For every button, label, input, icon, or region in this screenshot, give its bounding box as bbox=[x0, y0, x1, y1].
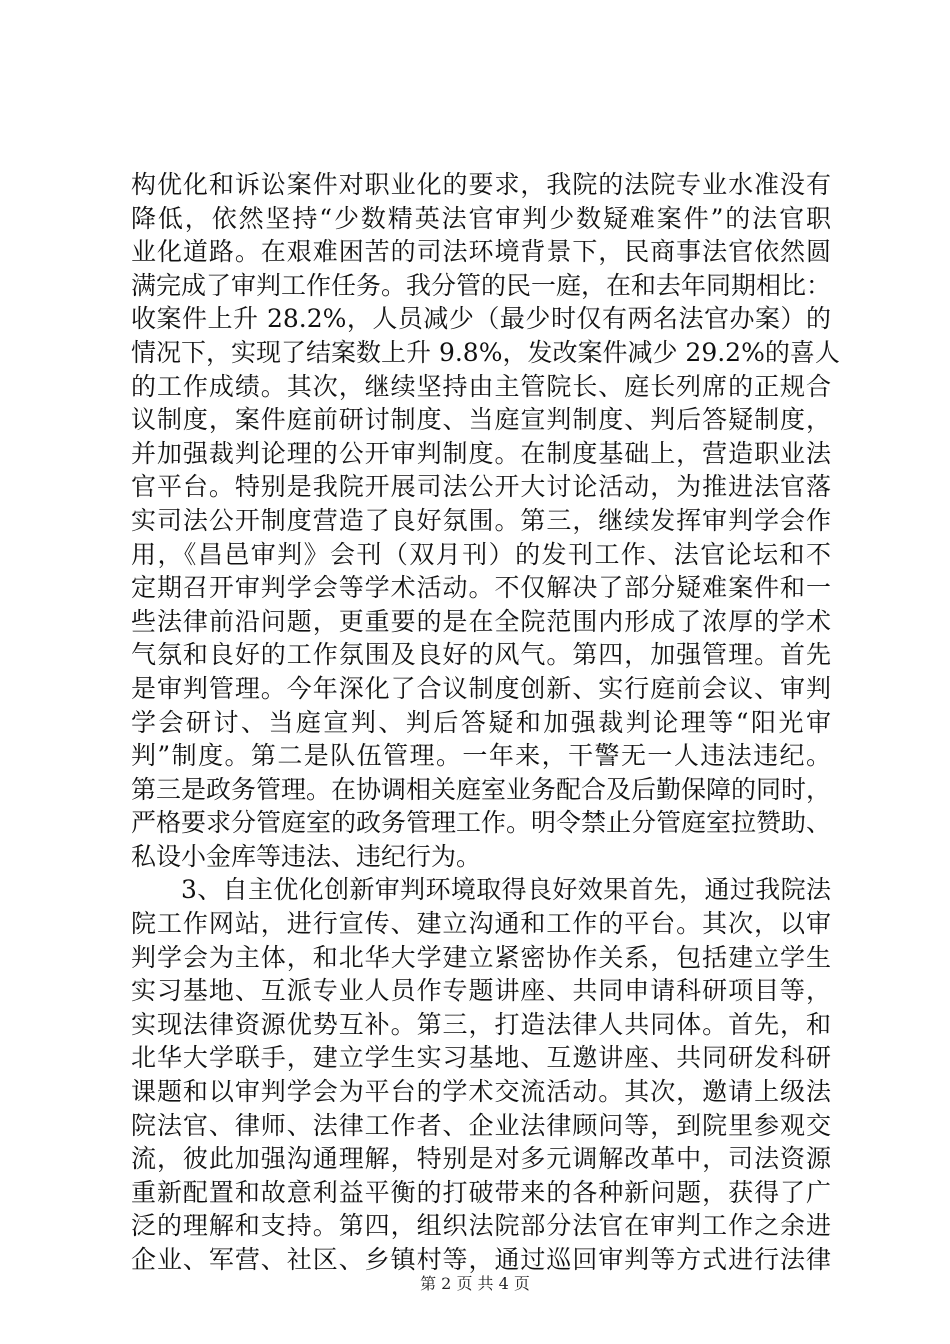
text-line: 议制度，案件庭前研讨制度、当庭宣判制度、判后答疑制度， bbox=[131, 405, 831, 435]
paragraph-end-line: 私设小金库等违法、违纪行为。 bbox=[131, 841, 482, 871]
text-line: 实司法公开制度营造了良好氛围。第三，继续发挥审判学会作 bbox=[131, 505, 831, 535]
text-line: 判”制度。第二是队伍管理。一年来，干警无一人违法违纪。 bbox=[131, 741, 831, 771]
text-line: 些法律前沿问题，更重要的是在全院范围内形成了浓厚的学术 bbox=[131, 606, 831, 636]
text-line: 流，彼此加强沟通理解，特别是对多元调解改革中，司法资源 bbox=[131, 1144, 831, 1174]
text-line: 院工作网站，进行宣传、建立沟通和工作的平台。其次，以审 bbox=[131, 909, 831, 939]
text-line: 官平台。特别是我院开展司法公开大讨论活动，为推进法官落 bbox=[131, 472, 831, 502]
body-text bbox=[131, 168, 840, 1277]
text-line: 业化道路。在艰难困苦的司法环境背景下，民商事法官依然圆 bbox=[131, 237, 831, 267]
page-footer bbox=[0, 1274, 950, 1294]
text-line: 北华大学联手，建立学生实习基地、互邀讲座、共同研发科研 bbox=[131, 1043, 831, 1073]
text-line: 实习基地、互派专业人员作专题讲座、共同申请科研项目等， bbox=[131, 976, 831, 1006]
page-number-text: 第 2 页 共 4 页 bbox=[420, 1274, 530, 1293]
text-line: 院法官、律师、法律工作者、企业法律顾问等，到院里参观交 bbox=[131, 1110, 831, 1140]
text-line: 降低，依然坚持“少数精英法官审判少数疑难案件”的法官职 bbox=[131, 203, 831, 233]
text-line: 学会研讨、当庭宣判、判后答疑和加强裁判论理等“阳光审 bbox=[131, 707, 831, 737]
text-line: 严格要求分管庭室的政务管理工作。明令禁止分管庭室拉赞助、 bbox=[131, 808, 832, 838]
text-line: 满完成了审判工作任务。我分管的民一庭，在和去年同期相比： bbox=[131, 270, 832, 300]
text-line: 定期召开审判学会等学术活动。不仅解决了部分疑难案件和一 bbox=[131, 573, 831, 603]
text-line: 收案件上升 28.2%，人员减少（最少时仅有两名法官办案）的 bbox=[131, 304, 831, 334]
text-line: 气氛和良好的工作氛围及良好的风气。第四，加强管理。首先 bbox=[131, 640, 831, 670]
text-line: 用，《昌邑审判》会刊（双月刊）的发刊工作、法官论坛和不 bbox=[131, 539, 831, 569]
text-line: 情况下，实现了结案数上升 9.8%，发改案件减少 29.2%的喜人 bbox=[131, 337, 840, 367]
text-line: 课题和以审判学会为平台的学术交流活动。其次，邀请上级法 bbox=[131, 1077, 831, 1107]
text-line: 实现法律资源优势互补。第三，打造法律人共同体。首先，和 bbox=[131, 1009, 831, 1039]
text-line: 第三是政务管理。在协调相关庭室业务配合及后勤保障的同时， bbox=[131, 774, 832, 804]
text-line: 企业、军营、社区、乡镇村等，通过巡回审判等方式进行法律 bbox=[131, 1245, 831, 1274]
text-line: 构优化和诉讼案件对职业化的要求，我院的法院专业水准没有 bbox=[131, 170, 831, 199]
text-line: 的工作成绩。其次，继续坚持由主管院长、庭长列席的正规合 bbox=[131, 371, 831, 401]
text-line: 判学会为主体，和北华大学建立紧密协作关系，包括建立学生 bbox=[131, 942, 831, 972]
text-line: 重新配置和故意利益平衡的打破带来的各种新问题，获得了广 bbox=[131, 1177, 831, 1207]
paragraph-start-line: 3、自主优化创新审判环境取得良好效果首先，通过我院法 bbox=[181, 875, 831, 905]
text-line: 泛的理解和支持。第四，组织法院部分法官在审判工作之余进 bbox=[131, 1211, 831, 1241]
text-line: 并加强裁判论理的公开审判制度。在制度基础上，营造职业法 bbox=[131, 438, 831, 468]
text-line: 是审判管理。今年深化了合议制度创新、实行庭前会议、审判 bbox=[131, 673, 831, 703]
